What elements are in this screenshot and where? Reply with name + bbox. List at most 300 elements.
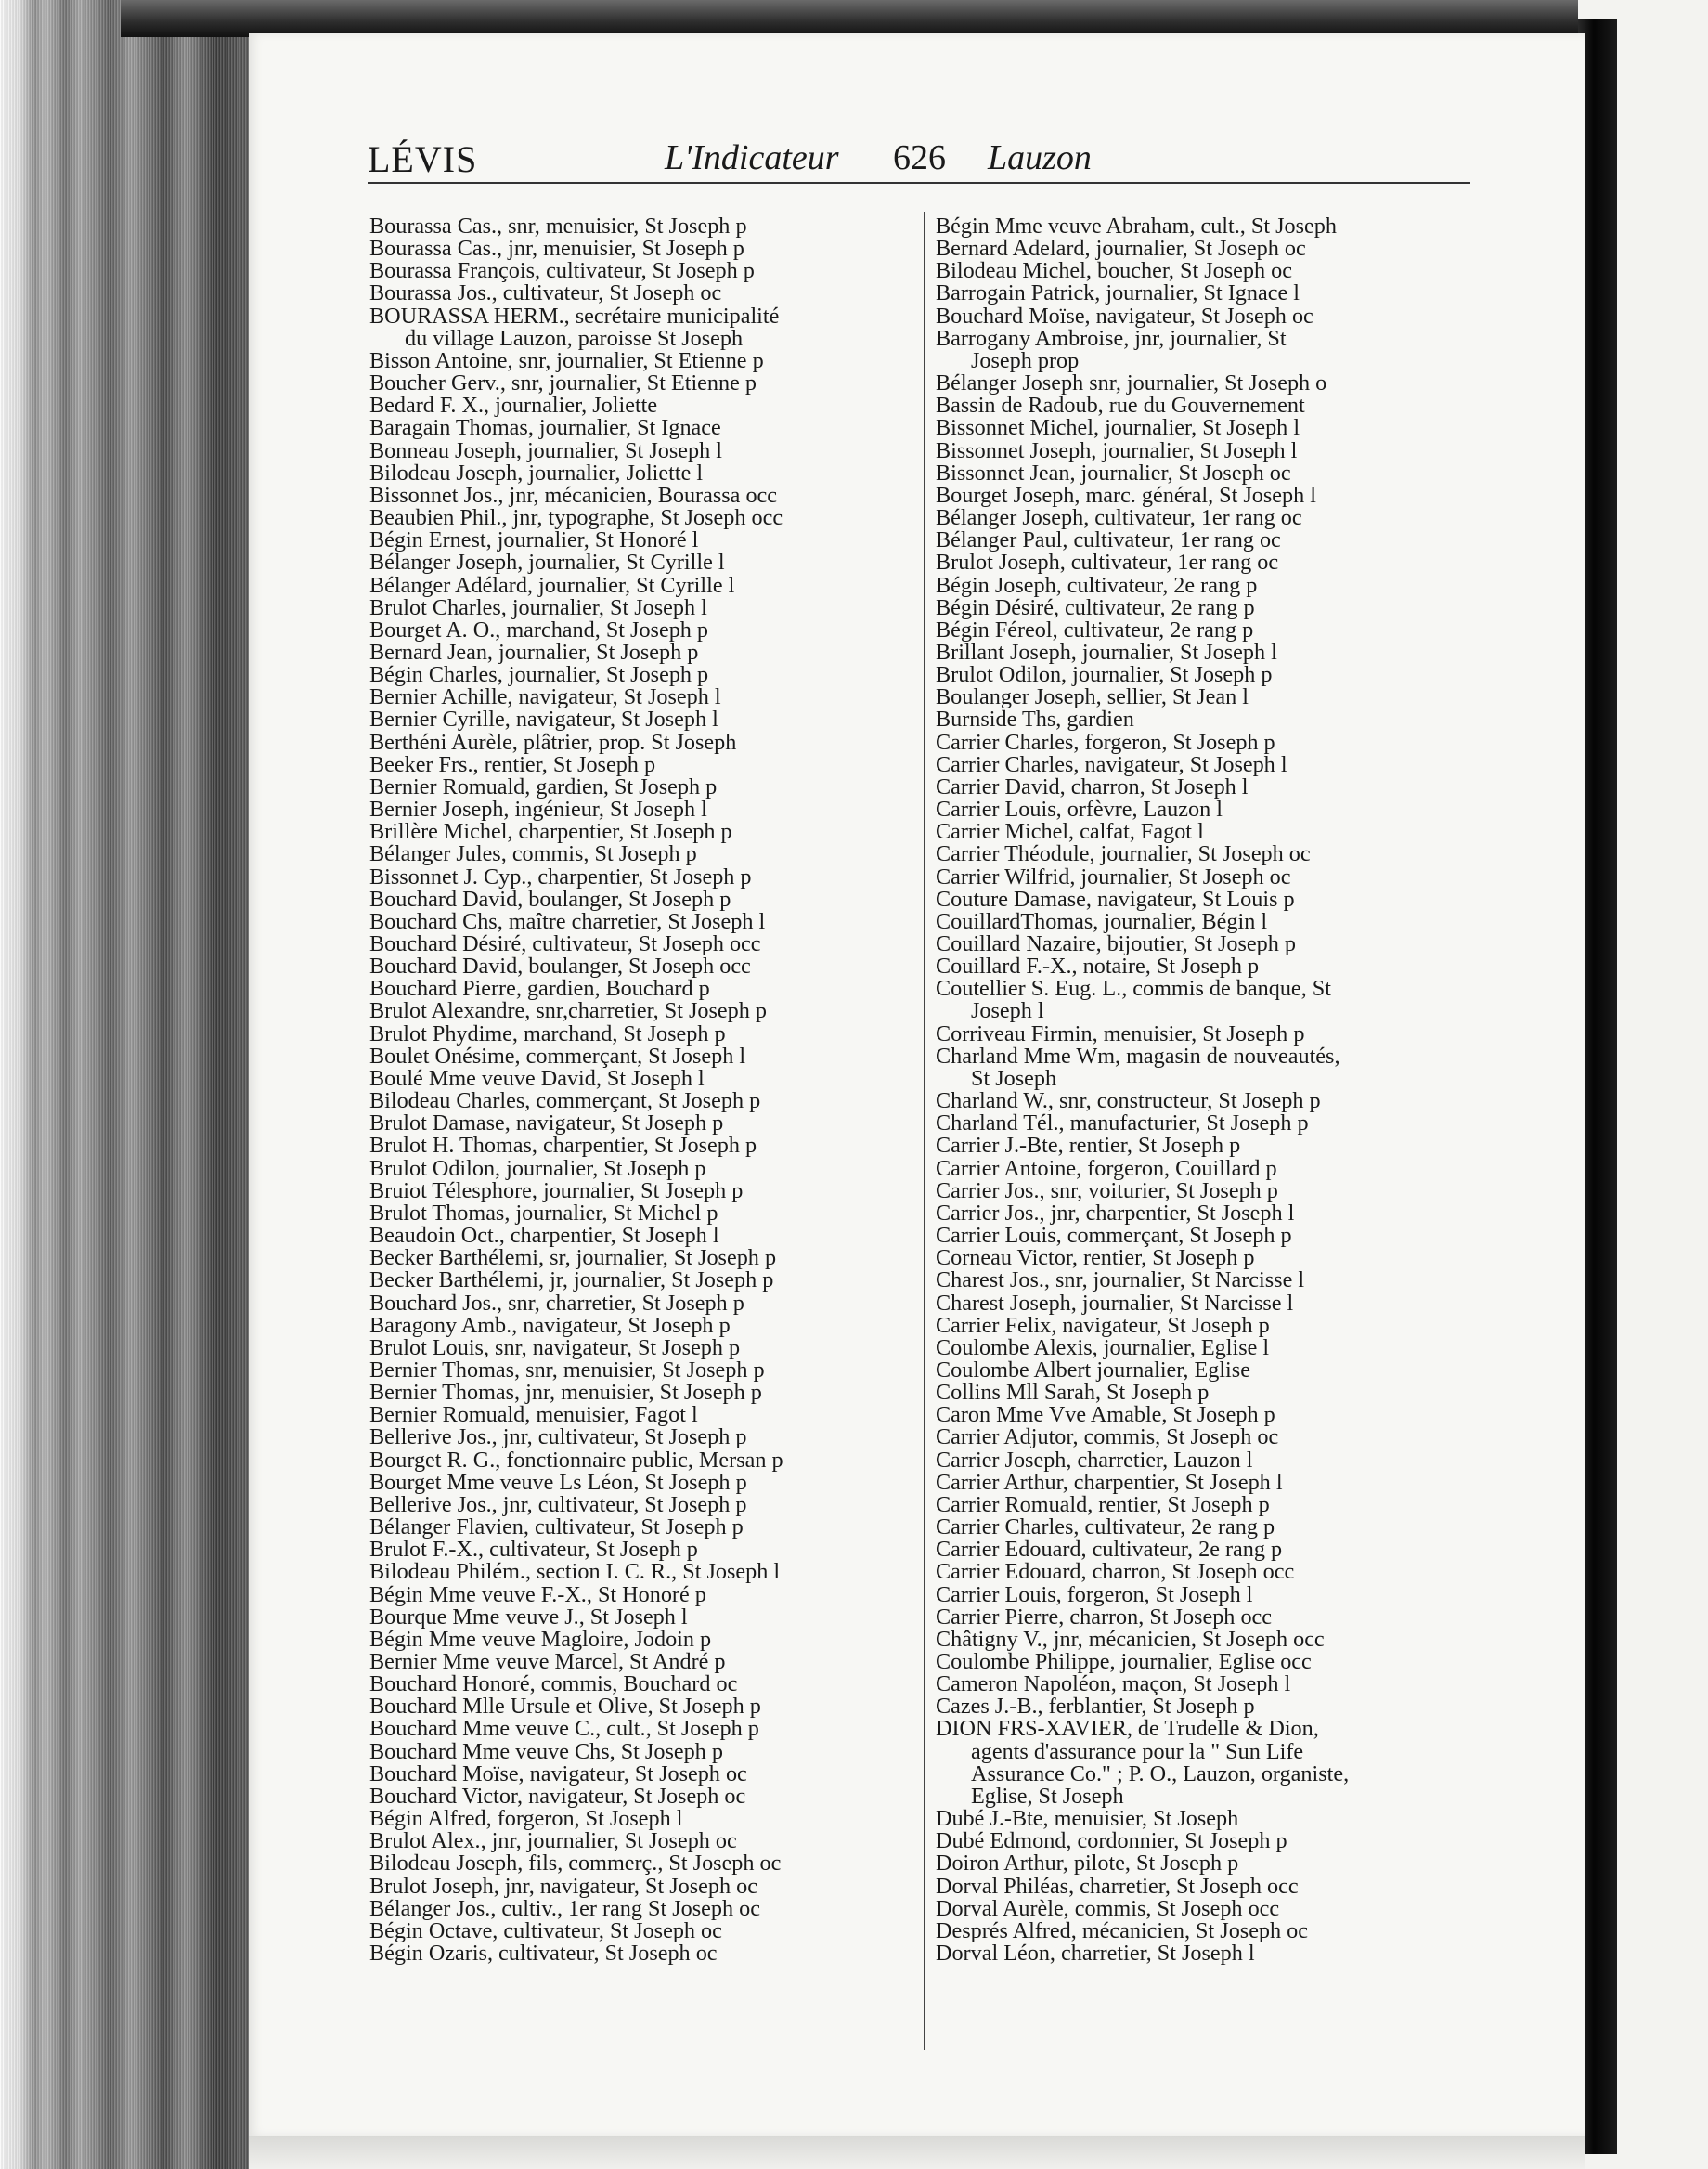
entry-text: Doiron Arthur, pilote, St Joseph p [936, 1851, 1239, 1877]
entry-text: Couillard F.-X., notaire, St Joseph p [936, 954, 1260, 980]
directory-entry [369, 1852, 917, 1875]
directory-entry [936, 955, 1483, 978]
directory-entry [936, 751, 1483, 777]
entry-text: Coulombe Albert journalier, Eglise [936, 1357, 1250, 1383]
entry-text: Coulombe Philippe, journalier, Eglise occ [936, 1649, 1312, 1674]
directory-entry [369, 305, 917, 350]
entry-text: Bilodeau Philém., section I. C. R., St Joseph l [369, 1559, 781, 1585]
entry-text: Bégin Charles, journalier, St Joseph p [369, 662, 709, 688]
entry-text: Bilodeau Joseph, journalier, Joliette l [369, 460, 704, 486]
entry-text: Carrier Edouard, cultivateur, 2e rang p [936, 1537, 1283, 1563]
entry-text: Carrier Louis, forgeron, St Joseph l [936, 1581, 1253, 1607]
entry-text: Charland Tél., manufacturier, St Joseph p [936, 1110, 1309, 1136]
entry-text: CouillardThomas, journalier, Bégin l [936, 908, 1268, 934]
entry-text: Bernier Thomas, snr, menuisier, St Joseph p [369, 1357, 765, 1383]
entry-text: Carrier Wilfrid, journalier, St Joseph oc [936, 864, 1291, 890]
entry-text: Baragony Amb., navigateur, St Joseph p [369, 1312, 731, 1338]
entry-text: Carrier Edouard, charron, St Joseph occ [936, 1559, 1295, 1585]
directory-entry [369, 572, 917, 598]
entry-text: Brillant Joseph, journalier, St Joseph l [936, 639, 1277, 665]
entry-text: Bellerive Jos., jnr, cultivateur, St Joseph p [369, 1424, 747, 1450]
entry-text: Bélanger Joseph snr, journalier, St Joseph o [936, 370, 1327, 396]
directory-entry [936, 1135, 1483, 1157]
entry-text: Bégin Joseph, cultivateur, 2e rang p [936, 572, 1258, 598]
entry-text: Bourget Mme veuve Ls Léon, St Joseph p [369, 1469, 747, 1495]
entry-text: Coulombe Alexis, journalier, Eglise l [936, 1334, 1270, 1360]
entry-text: Dubé J.-Bte, menuisier, St Joseph [936, 1806, 1239, 1832]
directory-entry [936, 1426, 1483, 1448]
directory-entry [936, 1312, 1483, 1338]
entry-text: Bourque Mme veuve J., St Joseph l [369, 1604, 688, 1630]
entry-text: Bélanger Jos., cultiv., 1er rang St Joseph oc [369, 1895, 760, 1921]
directory-entry [936, 908, 1483, 934]
entry-text: Bellerive Jos., jnr, cultivateur, St Joseph p [369, 1491, 747, 1517]
entry-text: Carrier Jos., jnr, charpentier, St Joseph l [936, 1200, 1295, 1226]
directory-entry [936, 1449, 1483, 1472]
entry-continuation: St Joseph [971, 1065, 1057, 1091]
directory-entry [936, 1177, 1483, 1203]
entry-text: Bernier Romuald, menuisier, Fagot l [369, 1402, 698, 1428]
directory-entry [936, 619, 1483, 642]
entry-text: Carrier Adjutor, commis, St Joseph oc [936, 1424, 1279, 1450]
directory-entry [369, 1202, 917, 1225]
directory-entry [369, 529, 917, 552]
directory-entry [369, 1830, 917, 1852]
entry-text: Bilodeau Charles, commerçant, St Joseph p [369, 1088, 761, 1114]
entry-text: Bouchard Mlle Ursule et Olive, St Joseph p [369, 1694, 761, 1720]
entry-continuation: agents d'assurance pour la " Sun Life [971, 1738, 1304, 1764]
entry-text: Bélanger Adélard, journalier, St Cyrille l [369, 572, 735, 598]
entry-text: Becker Barthélemi, sr, journalier, St Joseph p [369, 1245, 777, 1271]
scan-top-border [121, 0, 1606, 37]
directory-entry [369, 933, 917, 955]
directory-entry [936, 1695, 1483, 1718]
directory-entry [369, 1135, 917, 1157]
entry-text: Bouchard Chs, maître charretier, St Joseph l [369, 908, 766, 934]
entry-text: Brulot Thomas, journalier, St Michel p [369, 1200, 718, 1226]
directory-entry [936, 462, 1483, 485]
entry-text: Carrier David, charron, St Joseph l [936, 773, 1249, 799]
directory-entry [369, 1426, 917, 1448]
directory-entry [369, 1359, 917, 1382]
entry-text: Brulot Alexandre, snr,charretier, St Joseph p [369, 998, 767, 1024]
entry-continuation: Joseph l [971, 998, 1044, 1024]
directory-entry [936, 664, 1483, 686]
directory-entry [369, 482, 917, 508]
directory-entry [936, 843, 1483, 865]
entry-text: DION FRS-XAVIER, de Trudelle & Dion, [936, 1716, 1319, 1742]
directory-entry [369, 238, 917, 260]
directory-entry [936, 1606, 1483, 1629]
directory-entry [936, 305, 1483, 328]
directory-entry [369, 1718, 917, 1740]
directory-entry [369, 282, 917, 305]
entry-continuation: Assurance Co." ; P. O., Lauzon, organiste, [971, 1760, 1350, 1786]
entry-text: Coutellier S. Eug. L., commis de banque, St [936, 976, 1331, 1002]
directory-entry [369, 1155, 917, 1181]
directory-entry [936, 552, 1483, 574]
directory-entry [369, 664, 917, 686]
directory-entry [369, 1626, 917, 1652]
directory-entry [936, 1292, 1483, 1315]
directory-entry [936, 1491, 1483, 1517]
entry-text: Bouchard Jos., snr, charretier, St Joseph p [369, 1290, 744, 1316]
directory-entry [936, 1561, 1483, 1583]
directory-entry [369, 552, 917, 574]
entry-text: Bedard F. X., journalier, Joliette [369, 393, 658, 419]
directory-entry [369, 260, 917, 282]
entry-text: Barrogain Patrick, journalier, St Ignace l [936, 280, 1300, 306]
directory-entry [936, 708, 1483, 731]
column-divider [924, 212, 925, 2050]
entry-text: Carrier Antoine, forgeron, Couillard p [936, 1155, 1277, 1181]
entry-text: Corneau Victor, rentier, St Joseph p [936, 1245, 1255, 1271]
page-bottom-edge [249, 2136, 1585, 2169]
directory-entry [936, 1539, 1483, 1561]
directory-entry [369, 639, 917, 665]
entry-text: Charland W., snr, constructeur, St Joseph p [936, 1088, 1321, 1114]
directory-entry [369, 1090, 917, 1112]
directory-entry [369, 1516, 917, 1539]
entry-text: Brulot Phydime, marchand, St Joseph p [369, 1020, 726, 1046]
directory-entry [936, 572, 1483, 598]
entry-text: Bassin de Radoub, rue du Gouvernement [936, 393, 1305, 419]
directory-entry [369, 507, 917, 529]
entry-text: Bernier Joseph, ingénieur, St Joseph l [369, 797, 707, 823]
directory-entry [369, 215, 917, 238]
directory-entry [369, 1539, 917, 1561]
directory-entry [369, 1269, 917, 1292]
directory-entry [369, 1651, 917, 1673]
directory-entry [369, 908, 917, 934]
entry-text: Couture Damase, navigateur, St Louis p [936, 886, 1295, 912]
entry-text: Becker Barthélemi, jr, journalier, St Joseph p [369, 1267, 774, 1293]
entry-text: Bélanger Paul, cultivateur, 1er rang oc [936, 527, 1281, 553]
entry-text: Bouchard David, boulanger, St Joseph occ [369, 954, 751, 980]
entry-text: Bélanger Jules, commis, St Joseph p [369, 841, 697, 867]
entry-text: Bisson Antoine, snr, journalier, St Etienne p [369, 347, 764, 373]
directory-entry [936, 1718, 1483, 1808]
entry-text: BOURASSA HERM., secrétaire municipalité [369, 303, 780, 329]
directory-entry [936, 1581, 1483, 1607]
directory-entry [369, 955, 917, 978]
directory-entry [936, 866, 1483, 889]
entry-text: Berthéni Aurèle, plâtrier, prop. St Joseph [369, 729, 737, 755]
directory-entry [369, 1334, 917, 1360]
directory-entry [936, 417, 1483, 439]
directory-entry [936, 1516, 1483, 1539]
directory-entry [369, 1606, 917, 1629]
entry-text: Carrier Charles, cultivateur, 2e rang p [936, 1514, 1275, 1540]
entry-text: Châtigny V., jnr, mécanicien, St Joseph occ [936, 1626, 1325, 1652]
entry-text: Bourassa Jos., cultivateur, St Joseph oc [369, 280, 722, 306]
entry-text: Bouchard Victor, navigateur, St Joseph oc [369, 1783, 746, 1809]
entry-text: Boulet Onésime, commerçant, St Joseph l [369, 1043, 746, 1069]
entry-text: Bissonnet Jean, journalier, St Joseph oc [936, 460, 1291, 486]
entry-text: Brulot Joseph, cultivateur, 1er rang oc [936, 550, 1279, 576]
directory-entry [369, 1065, 917, 1091]
directory-entry [936, 1359, 1483, 1382]
book-page-edges [0, 0, 251, 2169]
directory-entry [936, 395, 1483, 417]
directory-entry [369, 437, 917, 463]
entry-text: Bernier Cyrille, navigateur, St Joseph l [369, 707, 718, 733]
entry-text: Dorval Aurèle, commis, St Joseph occ [936, 1895, 1280, 1921]
directory-entry [369, 1000, 917, 1022]
directory-entry [369, 1469, 917, 1495]
directory-entry [936, 1225, 1483, 1247]
directory-entry [936, 482, 1483, 508]
entry-text: Bruiot Télesphore, journalier, St Joseph p [369, 1177, 744, 1203]
entry-text: Bissonnet J. Cyp., charpentier, St Joseph p [369, 864, 752, 890]
directory-entry [936, 1382, 1483, 1404]
directory-entry [936, 1202, 1483, 1225]
directory-entry [936, 729, 1483, 755]
entry-text: Charest Joseph, journalier, St Narcisse l [936, 1290, 1294, 1316]
directory-entry [369, 594, 917, 620]
entry-text: Bourassa Cas., snr, menuisier, St Joseph p [369, 214, 747, 239]
entry-text: Brillère Michel, charpentier, St Joseph p [369, 819, 732, 845]
entry-text: Brulot H. Thomas, charpentier, St Joseph p [369, 1133, 757, 1159]
entry-text: Bégin Alfred, forgeron, St Joseph l [369, 1806, 683, 1832]
entry-text: Charest Jos., snr, journalier, St Narcisse l [936, 1267, 1305, 1293]
entry-text: Bégin Octave, cultivateur, St Joseph oc [369, 1917, 722, 1943]
directory-entry [936, 1247, 1483, 1269]
entry-text: Bourget A. O., marchand, St Joseph p [369, 617, 709, 643]
directory-entry [369, 1917, 917, 1943]
page-number: 626 [893, 138, 946, 177]
entry-text: Boulanger Joseph, sellier, St Jean l [936, 684, 1249, 710]
entry-text: Beeker Frs., rentier, St Joseph p [369, 751, 656, 777]
directory-entry [369, 799, 917, 821]
directory-entry [936, 933, 1483, 955]
entry-text: Brulot Alex., jnr, journalier, St Joseph oc [369, 1828, 737, 1854]
entry-text: Caron Mme Vve Amable, St Joseph p [936, 1402, 1275, 1428]
directory-entry [936, 773, 1483, 799]
directory-entry [369, 866, 917, 889]
entry-text: Baragain Thomas, journalier, St Ignace [369, 415, 721, 441]
directory-entry [936, 1112, 1483, 1135]
entry-text: Bélanger Joseph, journalier, St Cyrille l [369, 550, 725, 576]
entry-text: Carrier Charles, forgeron, St Joseph p [936, 729, 1275, 755]
directory-entry [369, 821, 917, 843]
header-city: LÉVIS [368, 138, 478, 180]
directory-entry [369, 1225, 917, 1247]
entry-text: Bouchard Honoré, commis, Bouchard oc [369, 1671, 738, 1697]
directory-entry [936, 978, 1483, 1022]
entry-text: Bouchard David, boulanger, St Joseph p [369, 886, 731, 912]
directory-entry [936, 437, 1483, 463]
entry-text: Bégin Mme veuve Abraham, cult., St Joseph [936, 214, 1337, 239]
entry-text: Bourassa François, cultivateur, St Joseph p [369, 258, 755, 284]
header-section: Lauzon [988, 138, 1092, 177]
entry-text: Bégin Ozaris, cultivateur, St Joseph oc [369, 1941, 718, 1967]
left-column-listings [369, 215, 917, 1965]
directory-entry [369, 1738, 917, 1764]
directory-entry [369, 1873, 917, 1899]
entry-continuation: Eglise, St Joseph [971, 1783, 1124, 1809]
directory-entry [369, 619, 917, 642]
entry-text: Beaubien Phil., jnr, typographe, St Joseph occ [369, 505, 783, 531]
entry-text: Carrier Louis, orfèvre, Lauzon l [936, 797, 1223, 823]
directory-entry [369, 1177, 917, 1203]
entry-text: Bourget Joseph, marc. général, St Joseph l [936, 482, 1316, 508]
directory-entry [936, 1626, 1483, 1652]
entry-text: Beaudoin Oct., charpentier, St Joseph l [369, 1223, 719, 1249]
entry-text: Bouchard Mme veuve C., cult., St Joseph p [369, 1716, 759, 1742]
directory-entry [936, 1917, 1483, 1943]
entry-text: Brulot Damase, navigateur, St Joseph p [369, 1110, 724, 1136]
entry-text: Boulé Mme veuve David, St Joseph l [369, 1065, 705, 1091]
entry-text: Carrier Jos., snr, voiturier, St Joseph p [936, 1177, 1278, 1203]
directory-entry [369, 729, 917, 755]
entry-text: Brulot Charles, journalier, St Joseph l [369, 594, 707, 620]
entry-text: Carrier Felix, navigateur, St Joseph p [936, 1312, 1270, 1338]
entry-text: Bourget R. G., fonctionnaire public, Mersan p [369, 1447, 783, 1473]
entry-text: Bilodeau Joseph, fils, commerç., St Joseph oc [369, 1851, 782, 1877]
directory-entry [369, 886, 917, 912]
directory-entry [369, 843, 917, 865]
directory-entry [936, 507, 1483, 529]
directory-entry [369, 417, 917, 439]
directory-entry [369, 1449, 917, 1472]
entry-text: Bégin Mme veuve F.-X., St Honoré p [369, 1581, 706, 1607]
directory-entry [369, 1312, 917, 1338]
entry-text: Després Alfred, mécanicien, St Joseph oc [936, 1917, 1308, 1943]
directory-entry [369, 1043, 917, 1069]
entry-text: Carrier J.-Bte, rentier, St Joseph p [936, 1133, 1241, 1159]
entry-text: Brulot F.-X., cultivateur, St Joseph p [369, 1537, 698, 1563]
directory-entry [369, 1695, 917, 1718]
entry-text: Bouchard Moïse, navigateur, St Joseph oc [936, 303, 1313, 329]
directory-entry [369, 395, 917, 417]
directory-entry [936, 1090, 1483, 1112]
entry-text: Bégin Féreol, cultivateur, 2e rang p [936, 617, 1254, 643]
entry-text: Cameron Napoléon, maçon, St Joseph l [936, 1671, 1291, 1697]
entry-text: Boucher Gerv., snr, journalier, St Etienne p [369, 370, 757, 396]
entry-text: Cazes J.-B., ferblantier, St Joseph p [936, 1694, 1255, 1720]
directory-entry [936, 529, 1483, 552]
directory-entry [369, 708, 917, 731]
entry-text: Bégin Ernest, journalier, St Honoré l [369, 527, 699, 553]
entry-text: Bernier Mme veuve Marcel, St André p [369, 1649, 726, 1674]
entry-text: Couillard Nazaire, bijoutier, St Joseph p [936, 931, 1296, 956]
entry-text: Bonneau Joseph, journalier, St Joseph l [369, 437, 722, 463]
directory-entry [369, 1783, 917, 1809]
directory-entry [936, 886, 1483, 912]
directory-entry [369, 751, 917, 777]
directory-entry [936, 1651, 1483, 1673]
directory-entry [936, 1469, 1483, 1495]
entry-text: Brulot Louis, snr, navigateur, St Joseph p [369, 1334, 741, 1360]
entry-text: Barrogany Ambroise, jnr, journalier, St [936, 325, 1287, 351]
directory-entry [936, 821, 1483, 843]
directory-entry [369, 1808, 917, 1830]
directory-entry [936, 1020, 1483, 1046]
directory-entry [369, 978, 917, 1000]
directory-entry [369, 1382, 917, 1404]
directory-entry [936, 1673, 1483, 1695]
directory-entry [369, 1112, 917, 1135]
directory-entry [936, 799, 1483, 821]
entry-text: Bernier Thomas, jnr, menuisier, St Joseph p [369, 1380, 762, 1406]
entry-text: Corriveau Firmin, menuisier, St Joseph p [936, 1020, 1305, 1046]
entry-text: Dubé Edmond, cordonnier, St Joseph p [936, 1828, 1287, 1854]
entry-text: Dorval Philéas, charretier, St Joseph occ [936, 1873, 1299, 1899]
entry-text: Dorval Léon, charretier, St Joseph l [936, 1941, 1255, 1967]
entry-text: Bernard Jean, journalier, St Joseph p [369, 639, 699, 665]
directory-entry [936, 325, 1483, 373]
directory-entry [936, 1852, 1483, 1875]
directory-entry [936, 238, 1483, 260]
entry-text: Bouchard Moïse, navigateur, St Joseph oc [369, 1760, 747, 1786]
entry-text: Bernier Romuald, gardien, St Joseph p [369, 773, 718, 799]
entry-text: Carrier Louis, commerçant, St Joseph p [936, 1223, 1292, 1249]
directory-entry [369, 1581, 917, 1607]
directory-entry [369, 1404, 917, 1426]
directory-entry [936, 594, 1483, 620]
entry-text: Bernier Achille, navigateur, St Joseph l [369, 684, 721, 710]
entry-text: Bourassa Cas., jnr, menuisier, St Joseph p [369, 236, 744, 262]
directory-entry [936, 1269, 1483, 1292]
directory-entry [936, 282, 1483, 305]
entry-text: Charland Mme Wm, magasin de nouveautés, [936, 1043, 1340, 1069]
header-publication: L'Indicateur [665, 138, 839, 177]
directory-entry [369, 1561, 917, 1583]
entry-text: Carrier Pierre, charron, St Joseph occ [936, 1604, 1273, 1630]
directory-entry [369, 686, 917, 708]
entry-text: Carrier Joseph, charretier, Lauzon l [936, 1447, 1253, 1473]
directory-entry [936, 1404, 1483, 1426]
directory-entry [369, 347, 917, 373]
directory-entry [936, 1334, 1483, 1360]
directory-entry [369, 1942, 917, 1965]
entry-text: Bernard Adelard, journalier, St Joseph oc [936, 236, 1306, 262]
entry-text: Carrier Charles, navigateur, St Joseph l [936, 751, 1287, 777]
entry-text: Bouchard Pierre, gardien, Bouchard p [369, 976, 710, 1002]
entry-text: Bilodeau Michel, boucher, St Joseph oc [936, 258, 1292, 284]
entry-text: Collins Mll Sarah, St Joseph p [936, 1380, 1210, 1406]
entry-text: Bissonnet Jos., jnr, mécanicien, Bourassa occ [369, 482, 778, 508]
directory-entry [369, 1760, 917, 1786]
entry-text: Bouchard Mme veuve Chs, St Joseph p [369, 1738, 723, 1764]
directory-entry [936, 1830, 1483, 1852]
directory-entry [369, 1247, 917, 1269]
entry-text: Bissonnet Michel, journalier, St Joseph l [936, 415, 1300, 441]
directory-entry [369, 372, 917, 395]
directory-entry [369, 1895, 917, 1921]
entry-text: Bégin Désiré, cultivateur, 2e rang p [936, 594, 1255, 620]
directory-entry [369, 1673, 917, 1695]
entry-text: Bégin Mme veuve Magloire, Jodoin p [369, 1626, 712, 1652]
header-rule [368, 182, 1470, 184]
entry-text: Bouchard Désiré, cultivateur, St Joseph occ [369, 931, 761, 956]
directory-entry [936, 260, 1483, 282]
entry-text: Burnside Ths, gardien [936, 707, 1134, 733]
entry-text: Bélanger Joseph, cultivateur, 1er rang oc [936, 505, 1302, 531]
directory-entry [936, 1942, 1483, 1965]
directory-entry [936, 1895, 1483, 1921]
entry-text: Brulot Odilon, journalier, St Joseph p [369, 1155, 706, 1181]
entry-text: Brulot Odilon, journalier, St Joseph p [936, 662, 1273, 688]
directory-entry [936, 372, 1483, 395]
entry-text: Brulot Joseph, jnr, navigateur, St Joseph oc [369, 1873, 757, 1899]
entry-text: Carrier Théodule, journalier, St Joseph oc [936, 841, 1311, 867]
directory-entry [936, 1873, 1483, 1899]
directory-entry [936, 1155, 1483, 1181]
directory-entry [369, 462, 917, 485]
entry-text: Bissonnet Joseph, journalier, St Joseph l [936, 437, 1298, 463]
